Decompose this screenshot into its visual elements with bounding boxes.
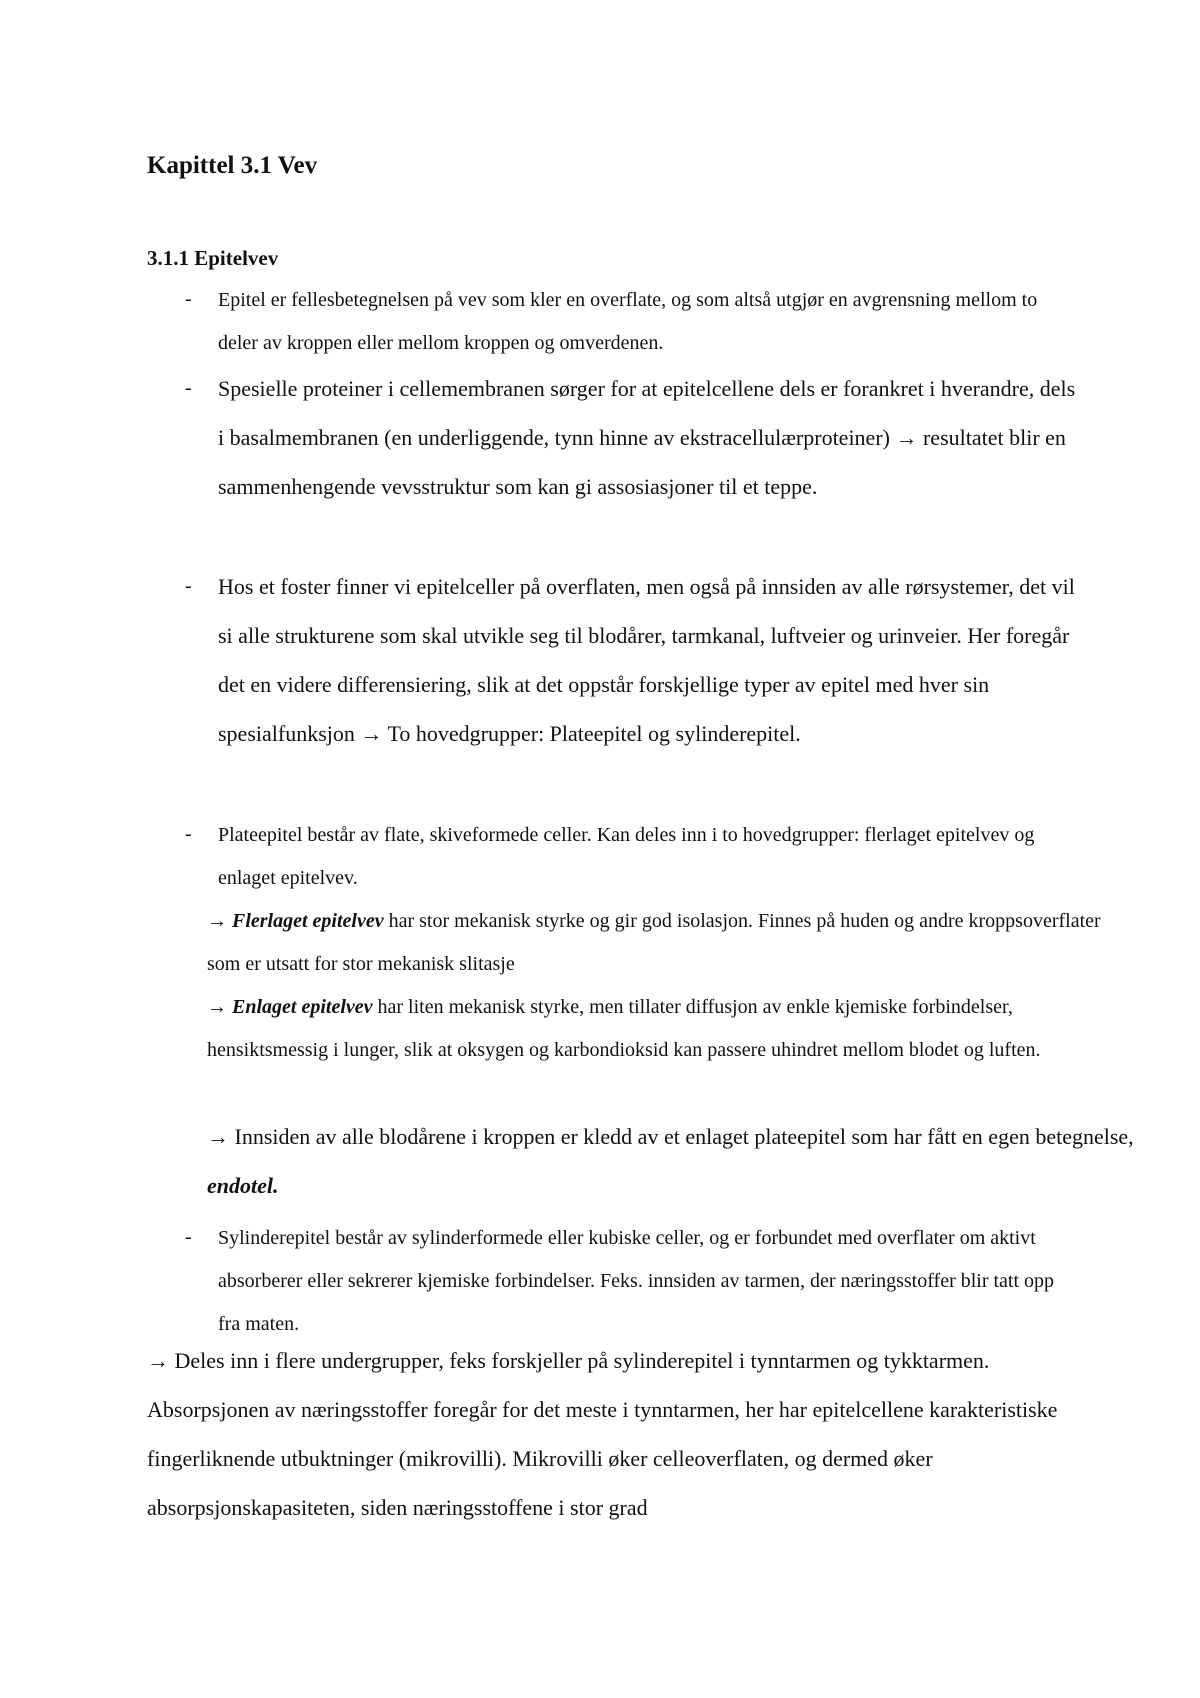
page-title: Kapittel 3.1 Vev [147, 152, 318, 179]
final-paragraph: → Deles inn i flere undergrupper, feks forskjeller på sylinderepitel i tynntarmen og tykktarmen. Absorpsjonen av næringsstoffer foregår for det meste i tynntarmen, her har epitelcellene karakteristiske fingerliknende utbuktninger (mikrovilli). Mikrovilli øker celleoverflaten, og dermed øker absorpsjonskapasiteten, siden næringsstoffene i stor grad [147, 1348, 1058, 1520]
term-enlaget: Enlaget epitelvev [232, 996, 373, 1018]
bullet-item-5: Sylinderepitel består av sylinderformede eller kubiske celler, og er forbundet med overflater om aktivt absorberer eller sekrerer kjemiske forbindelser. Feks. innsiden av tarmen, der næringsstoffer blir tatt opp fra maten. [218, 1227, 1055, 1335]
section-heading: 3.1.1 Epitelvev [147, 246, 279, 270]
arrow: → [207, 910, 232, 932]
endotel-paragraph [147, 1112, 1137, 1210]
bullet-dash: - [185, 823, 192, 845]
enlaget-text: har liten mekanisk styrke, men tillater diffusjon av enkle kjemiske forbindelser, hensiktsmessig i lunger, slik at oksygen og karbondioksid kan passere uhindret mellom blodet og luften. [207, 996, 1041, 1061]
term-endotel: endotel. [207, 1173, 279, 1198]
bullet-item-4: Plateepitel består av flate, skiveformede celler. Kan deles inn i to hovedgrupper: flerlaget epitelvev og enlaget epitelvev. [218, 824, 1035, 889]
flerlaget-paragraph [147, 900, 1137, 986]
term-flerlaget: Flerlaget epitelvev [232, 910, 384, 932]
bullet-item-1: Epitel er fellesbetegnelsen på vev som kler en overflate, og som altså utgjør en avgrensning mellom to deler av kroppen eller mellom kroppen og omverdenen. [218, 289, 1038, 354]
bullet-item-2: Spesielle proteiner i cellemembranen sørger for at epitelcellene dels er forankret i hverandre, dels i basalmembranen (en underliggende, tynn hinne av ekstracellulærproteiner) → resultatet blir en sammenhengende vevsstruktur som kan gi assosiasjoner til et teppe. [218, 376, 1076, 499]
bullet-item-3: Hos et foster finner vi epitelceller på overflaten, men også på innsiden av alle rørsystemer, det vil si alle strukturene som skal utvikle seg til blodårer, tarmkanal, luftveier og urinveier. Her foregår det en videre differensiering, slik at det oppstår forskjellige typer av epitel med hver sin spesialfunksjon → To hovedgrupper: Plateepitel og sylinderepitel. [218, 574, 1075, 746]
endotel-text: → Innsiden av alle blodårene i kroppen er kledd av et enlaget plateepitel som har fått en egen betegnelse, [207, 1124, 1134, 1149]
enlaget-paragraph [147, 986, 1137, 1072]
arrow: → [207, 996, 232, 1018]
flerlaget-text: har stor mekanisk styrke og gir god isolasjon. Finnes på huden og andre kroppsoverflater som er utsatt for stor mekanisk slitasje [207, 910, 1101, 975]
bullet-dash: - [185, 377, 192, 399]
bullet-dash: - [185, 575, 192, 597]
bullet-dash: - [185, 288, 192, 310]
bullet-dash: - [185, 1226, 192, 1248]
